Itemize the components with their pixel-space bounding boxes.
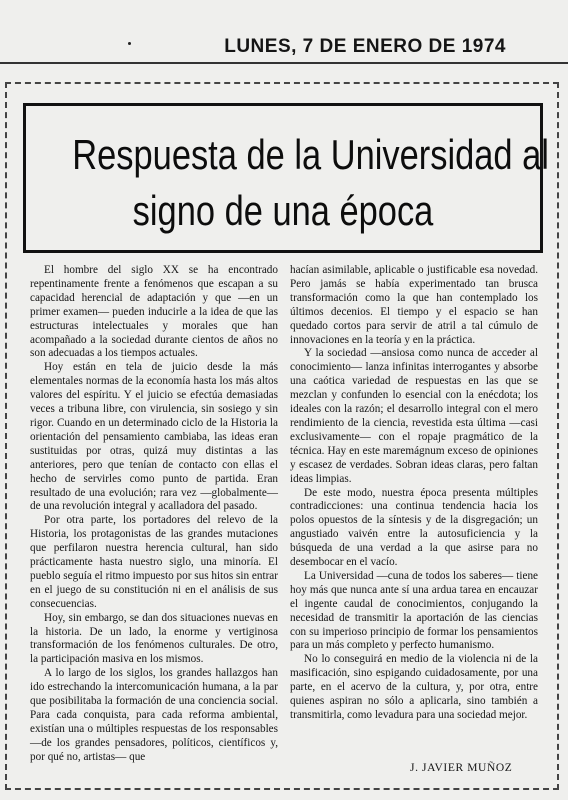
paragraph: Hoy, sin embargo, se dan dos situaciones nuevas en la historia. De un lado, la enorme y vertiginosa transformación de los fenómenos culturales. De otro, la participación masiva en los mismos. (30, 611, 278, 666)
article-title-line-2: signo de una época (132, 187, 434, 234)
page-date: LUNES, 7 DE ENERO DE 1974 (224, 36, 506, 57)
paragraph: La Universidad —cuna de todos los saberes— tiene hoy más que nunca ante sí una ardua tarea en encauzar el ingente caudal de conocimientos, conjugando la necesidad de transmitir la aportación de las ciencias con su imperioso principio de formar los pensamientos para un más completo y perfecto humanismo. (290, 569, 538, 652)
author-signature: J. JAVIER MUÑOZ (410, 762, 513, 774)
page-header (0, 30, 568, 64)
paragraph: Hoy están en tela de juicio desde la más elementales normas de la economía hasta los más altos valores del espíritu. Y el juicio se efectúa demasiadas veces a tribuna libre, con virulencia, sin sosiego y sin rigor. Cuando en un determinado ciclo de la Historia la orientación del pensamiento cambiaba, las ideas eran sustituidas por otras, quizá muy distintas a las anteriores, pero que tenían de contacto con ellas el hecho de servirles como punto de partida. Eran resultado de una evolución; rara vez —globalmente— de una revolución integral y acalladora del pasado. (30, 361, 278, 513)
paragraph: De este modo, nuestra época presenta múltiples contradicciones: una continua tendencia hacia los polos opuestos de la síntesis y de la disgregación; un angustiado vaivén entre la autosuficiencia y la búsqueda de una verdad a la que asirse para no desembocar en el vacío. (290, 486, 538, 569)
left-column (30, 264, 278, 765)
paragraph: A lo largo de los siglos, los grandes hallazgos han ido estrechando la intercomunicación humana, a la par que posibilitaba la formación de una conciencia social. Para cada conquista, para cada reforma ambiental, existían una o múltiples respuestas de los responsables —de los grandes pensadores, políticos, científicos y, por qué no, artistas— que (30, 667, 278, 763)
paragraph: Y la sociedad —ansiosa como nunca de acceder al conocimiento— lanza infinitas interrogantes y absorbe una caótica variedad de respuestas en las que se mezclan y confunden lo esencial con la enécdota; los ideales con la razón; el desarrollo integral con el mero rendimiento de la ciencia, revestida esta última —casi exclusivamente— con el ropaje pragmático de la técnica. Hay en este maremágnum exceso de opiniones y escasez de verdades. Sobran ideas claras, pero faltan ideas limpias. (290, 347, 538, 485)
printing-dot (128, 42, 131, 45)
title-box (23, 103, 549, 253)
paragraph: Por otra parte, los portadores del relevo de la Historia, los protagonistas de las grandes mutaciones que perfilaron nuestra herencia cultural, han sido prácticamente hasta nuestro siglo, una minoría. El pueblo seguía el ritmo impuesto por sus hitos sin entrar en el juego de su constitución ni en el análisis de sus consecuencias. (30, 514, 278, 610)
right-column (290, 264, 538, 723)
paragraph: No lo conseguirá en medio de la violencia ni de la masificación, sino espigando cuidadosamente, por una parte, en el acervo de la cultura, y, por otra, entre quienes aspiran no sólo a aplicarla, sino también a transmitirla, como levadura para una sociedad mejor. (290, 653, 538, 721)
article-title-line-1: Respuesta de la Universidad al (72, 131, 549, 178)
header-rule (0, 62, 568, 64)
paragraph: hacían asimilable, aplicable o justificable esa novedad. Pero jamás se había experimentado tan brusca transformación como la que han contemplado los últimos decenios. El tiempo y el espacio se han quedado cortos para servir de atril a tal cúmulo de innovaciones en la teoría y en la práctica. (290, 264, 538, 346)
paragraph: El hombre del siglo XX se ha encontrado repentinamente frente a fenómenos que escapan a su capacidad herencial de adaptación y que —en un primer examen— pueden inducirle a la idea de que las estructuras intelectuales y morales que han acompañado a la sociedad durante cientos de años no son adecuadas a los tiempos actuales. (30, 264, 278, 360)
